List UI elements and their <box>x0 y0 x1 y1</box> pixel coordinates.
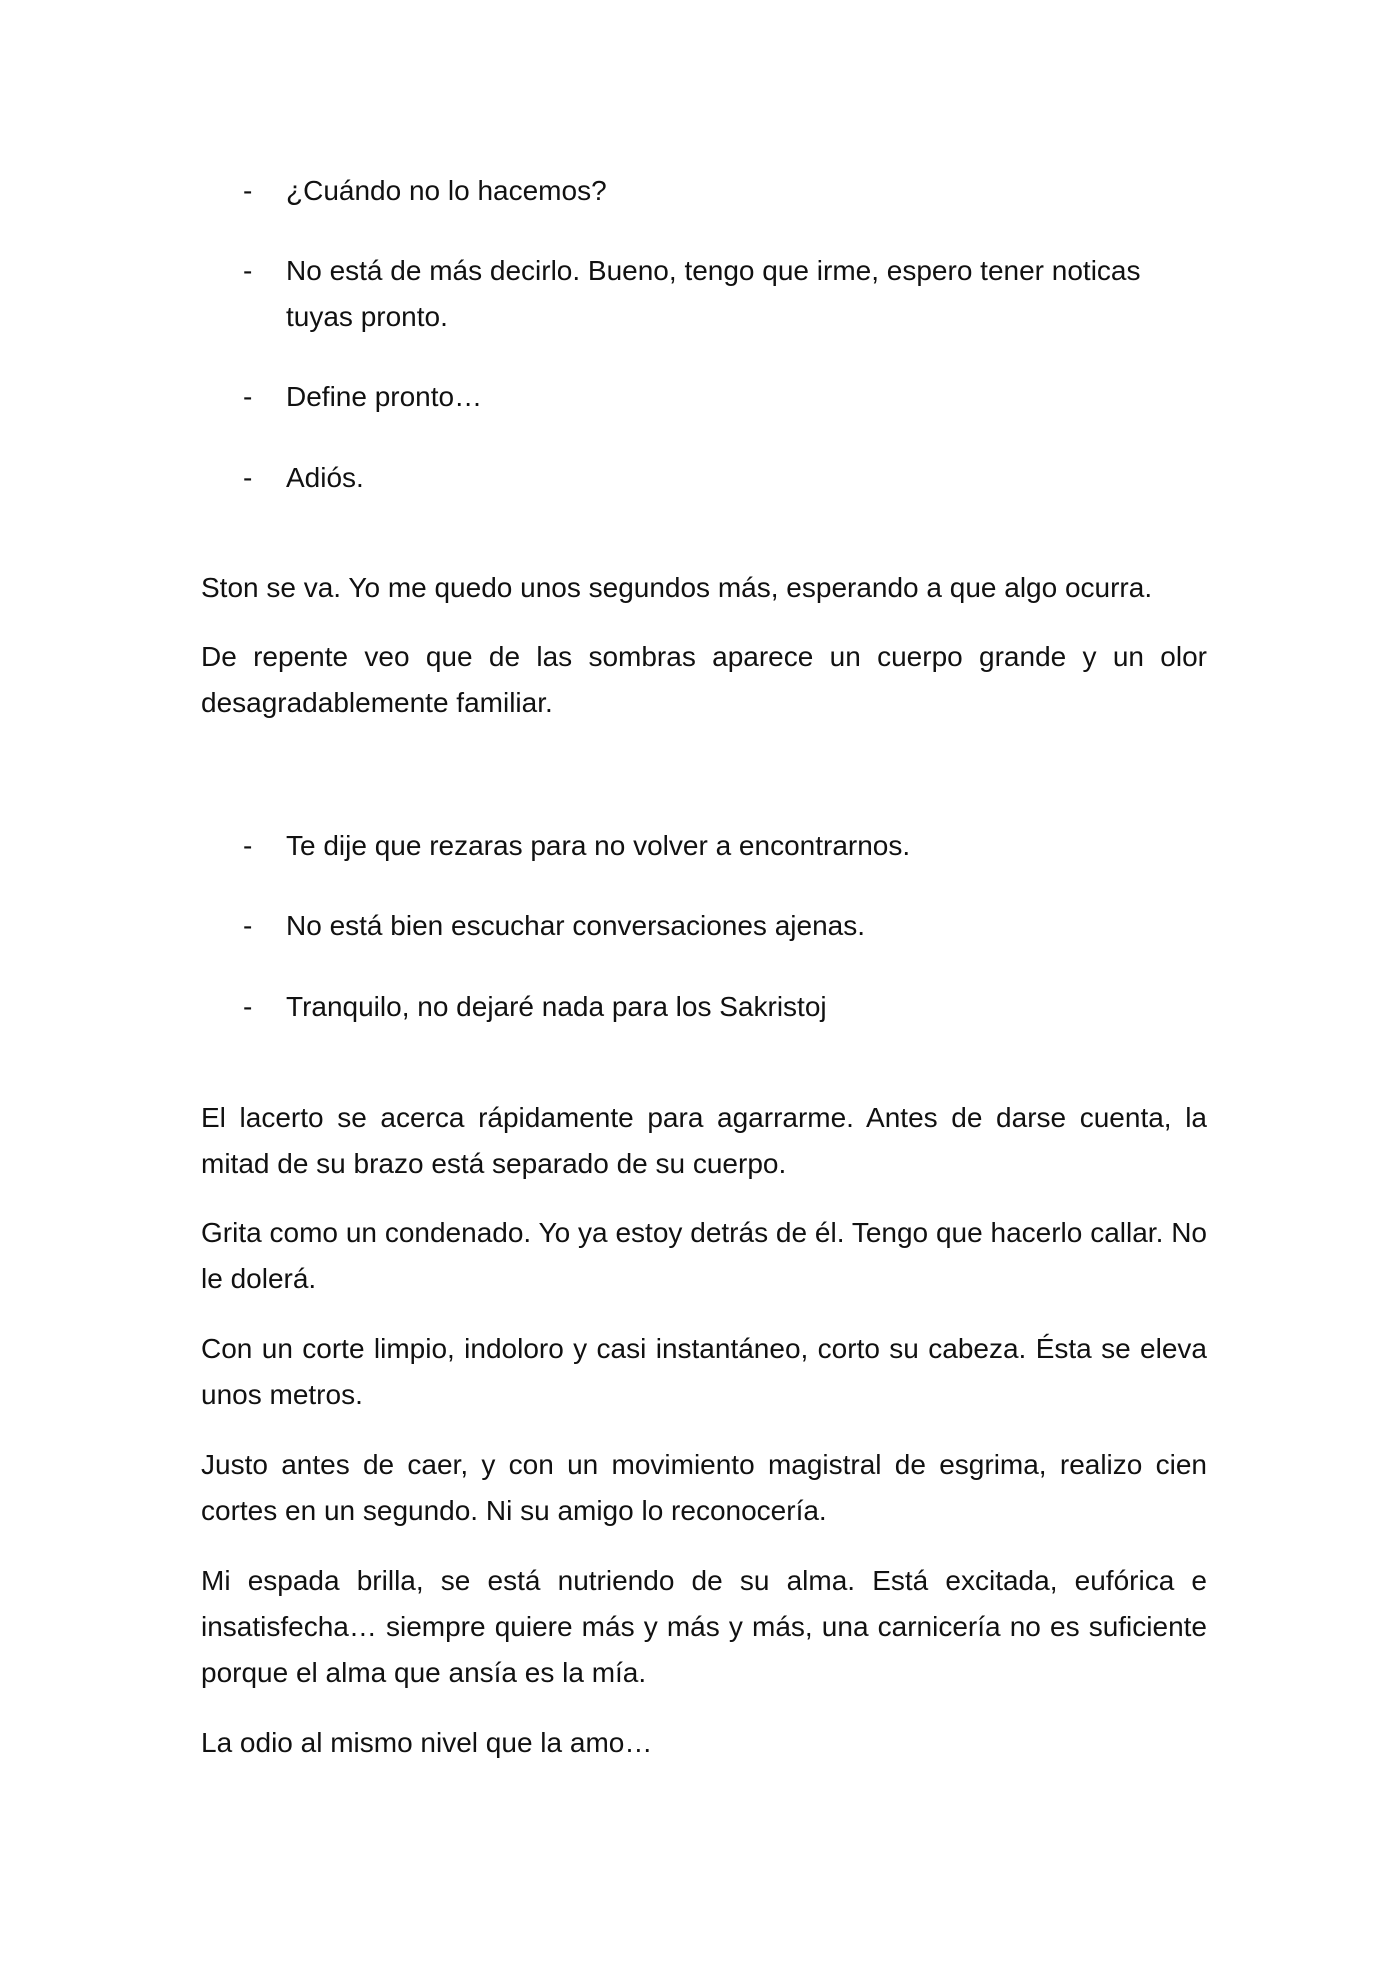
dialogue-text: ¿Cuándo no lo hacemos? <box>286 175 607 206</box>
paragraph: Justo antes de caer, y con un movimiento magistral de esgrima, realizo cien cortes en un segundo. Ni su amigo lo reconocería. <box>201 1449 1207 1526</box>
paragraph: Grita como un condenado. Yo ya estoy detrás de él. Tengo que hacerlo callar. No le dolerá. <box>201 1217 1207 1294</box>
paragraph: El lacerto se acerca rápidamente para agarrarme. Antes de darse cuenta, la mitad de su brazo está separado de su cuerpo. <box>201 1102 1207 1179</box>
dialogue-dash: - <box>243 462 253 493</box>
dialogue-text: No está bien escuchar conversaciones ajenas. <box>286 910 866 941</box>
dialogue-text: Tranquilo, no dejaré nada para los Sakristoj <box>286 991 827 1022</box>
paragraph: De repente veo que de las sombras aparece un cuerpo grande y un olor desagradablemente familiar. <box>201 641 1207 718</box>
dialogue-text: Te dije que rezaras para no volver a encontrarnos. <box>286 830 911 861</box>
paragraph: La odio al mismo nivel que la amo… <box>201 1727 653 1758</box>
dialogue-dash: - <box>243 381 253 412</box>
dialogue-dash: - <box>243 175 253 206</box>
paragraph: Mi espada brilla, se está nutriendo de su alma. Está excitada, eufórica e insatisfecha… siempre quiere más y más y más, una carnicería no es suficiente porque el alma que ansía es la mía. <box>201 1565 1207 1688</box>
paragraph: Con un corte limpio, indoloro y casi instantáneo, corto su cabeza. Ésta se eleva unos metros. <box>201 1333 1207 1410</box>
paragraph: Ston se va. Yo me quedo unos segundos más, esperando a que algo ocurra. <box>201 572 1153 603</box>
dialogue-dash: - <box>243 830 253 861</box>
dialogue-text: Define pronto… <box>286 381 483 412</box>
dialogue-dash: - <box>243 910 253 941</box>
dialogue-text: Adiós. <box>286 462 364 493</box>
dialogue-dash: - <box>243 255 253 286</box>
dialogue-dash: - <box>243 991 253 1022</box>
dialogue-text: No está de más decirlo. Bueno, tengo que irme, espero tener noticas tuyas pronto. <box>286 255 1141 332</box>
